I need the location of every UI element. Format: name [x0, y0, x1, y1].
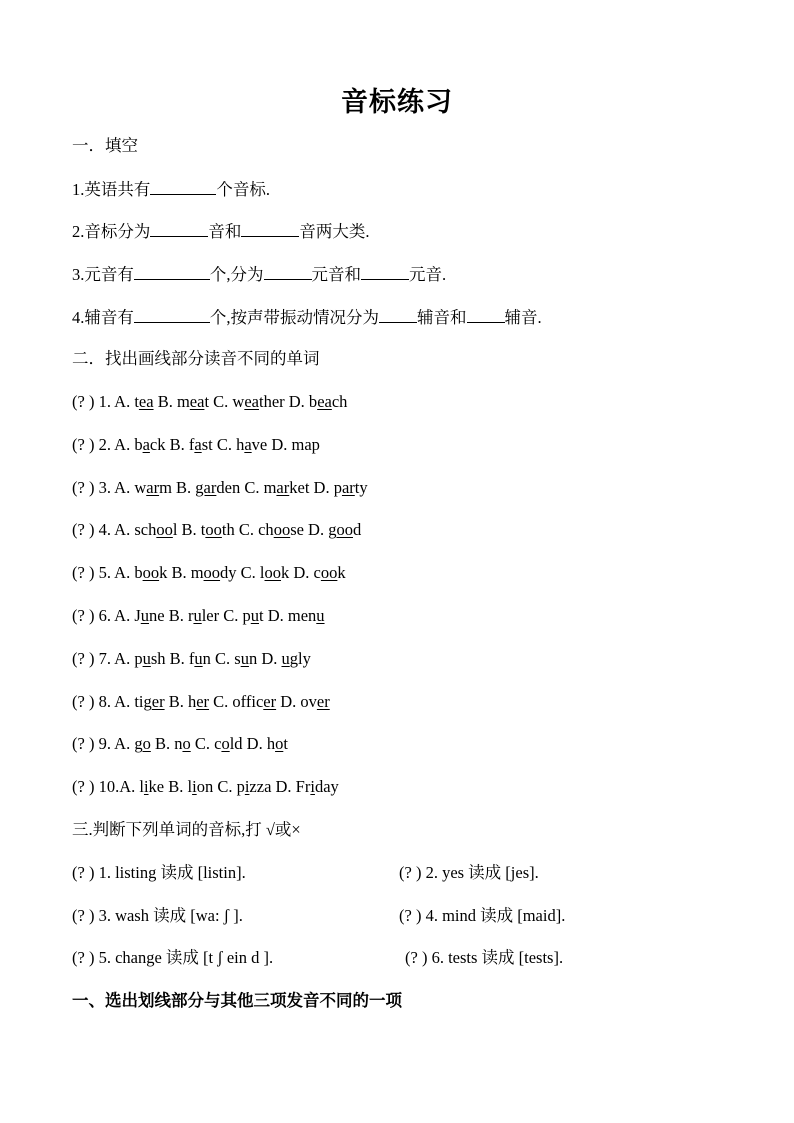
underlined-letters: oo: [320, 563, 338, 583]
question-row-4: [72, 519, 361, 541]
question-row-2: [72, 434, 320, 456]
option-text: ke B. l: [148, 777, 193, 797]
q2-text-a: 2.音标分为: [72, 222, 151, 241]
q3-blank-1: [134, 263, 210, 280]
option-text: ck B. f: [149, 434, 195, 454]
fill-q2: [72, 220, 370, 243]
underlined-letters: ea: [138, 392, 154, 411]
question-row-1: [72, 391, 347, 413]
option-text: ne B. r: [149, 606, 194, 625]
underlined-letters: u: [281, 648, 290, 668]
option-text: A. b: [114, 434, 143, 454]
option-text: ther D. b: [258, 392, 318, 411]
q3-blank-3: [361, 263, 409, 280]
fill-q4: [72, 306, 542, 329]
question-number: (? ) 2.: [72, 434, 115, 454]
judge-row-3-right: (? ) 6. tests 读成 [tests].: [405, 948, 564, 967]
q4-blank-1: [134, 306, 210, 323]
underlined-letters: u: [316, 606, 325, 625]
q2-blank-2: [241, 220, 299, 237]
judge-row-2-right: (? ) 4. mind 读成 [maid].: [399, 906, 566, 925]
section2-heading: 二．找出画线部分读音不同的单词: [72, 349, 320, 368]
underlined-letters: ea: [317, 392, 332, 411]
option-text: B. h: [164, 691, 197, 711]
question-number: (? ) 7.: [72, 648, 115, 668]
option-text: D. ov: [276, 691, 317, 711]
q2-text-c: 音两大类.: [299, 222, 370, 241]
underlined-letters: u: [193, 606, 202, 625]
fill-q1: [72, 178, 270, 201]
option-text: t C. w: [204, 392, 245, 411]
underlined-letters: ar: [276, 477, 290, 497]
option-text: th C. ch: [221, 520, 274, 540]
option-text: st C. h: [201, 434, 245, 454]
option-text: A. p: [114, 648, 143, 668]
question-number: (? ) 4.: [72, 520, 115, 540]
q3-text-c: 元音和: [311, 265, 361, 284]
underlined-letters: o: [182, 734, 191, 754]
option-text: C. offic: [209, 691, 264, 711]
underlined-letters: oo: [142, 563, 160, 583]
question-row-7: [72, 648, 311, 670]
section1-heading: 一．填空: [72, 136, 138, 155]
question-row-8: [72, 691, 330, 713]
option-text: t D. men: [259, 606, 317, 625]
underlined-letters: a: [194, 434, 202, 454]
option-text: A. J: [114, 606, 141, 625]
section3-heading: 三.判断下列单词的音标,打 √或×: [72, 820, 301, 839]
q3-text-a: 3.元音有: [72, 265, 134, 284]
question-number: (? ) 5.: [72, 563, 115, 583]
underlined-letters: ar: [146, 477, 160, 497]
q1-text-b: 个音标.: [216, 180, 270, 199]
option-text: B. m: [153, 392, 190, 411]
question-number: (? ) 8.: [72, 691, 115, 711]
page-title: 音标练习: [341, 87, 453, 117]
underlined-letters: er: [316, 691, 330, 711]
underlined-letters: i: [244, 777, 250, 797]
q4-text-d: 辅音.: [504, 308, 542, 327]
option-text: zza D. Fr: [249, 777, 311, 797]
underlined-letters: oo: [156, 520, 173, 540]
underlined-letters: i: [192, 777, 197, 797]
option-text: k: [337, 563, 346, 583]
underlined-letters: u: [250, 606, 259, 625]
underlined-letters: go: [134, 734, 151, 754]
question-row-3: [72, 477, 368, 499]
underlined-letters: o: [221, 734, 230, 754]
judge-row-1-left: (? ) 1. listing 读成 [listin].: [72, 863, 246, 882]
question-number: (? ) 10.: [72, 777, 120, 797]
option-text: t: [283, 734, 288, 754]
underlined-letters: ea: [244, 392, 259, 411]
q2-text-b: 音和: [208, 222, 242, 241]
option-text: n D.: [248, 648, 282, 668]
option-text: A. w: [114, 477, 147, 497]
judge-row-2-left: (? ) 3. wash 读成 [wa: ʃ ].: [72, 906, 243, 925]
underlined-letters: gar: [195, 477, 217, 497]
underlined-letters: o: [275, 734, 284, 754]
option-text: m B.: [159, 477, 196, 497]
option-text: n C. s: [202, 648, 241, 668]
judge-row-1-right: (? ) 2. yes 读成 [jes].: [399, 863, 539, 882]
underlined-letters: i: [143, 777, 149, 797]
option-text: den C. m: [216, 477, 277, 497]
underlined-letters: oo: [203, 563, 221, 583]
option-text: day: [314, 777, 339, 797]
question-number: (? ) 1.: [72, 392, 115, 411]
option-text: A. b: [114, 563, 143, 583]
option-text: k B. m: [159, 563, 204, 583]
option-text: A. tig: [114, 691, 152, 711]
question-number: (? ) 6.: [72, 606, 115, 625]
question-row-6: [72, 605, 325, 627]
q4-text-c: 辅音和: [417, 308, 467, 327]
q3-blank-2: [264, 263, 312, 280]
q4-text-b: 个,按声带振动情况分为: [209, 308, 379, 327]
option-text: k D. c: [281, 563, 321, 583]
q4-text-a: 4.辅音有: [72, 308, 134, 327]
option-text: A.: [114, 734, 135, 754]
q2-blank-1: [150, 220, 208, 237]
underlined-letters: er: [196, 691, 210, 711]
option-text: l B. t: [172, 520, 206, 540]
underlined-letters: ar: [341, 477, 355, 497]
question-row-9: [72, 733, 288, 755]
underlined-letters: i: [310, 777, 315, 797]
option-text: ty: [354, 477, 368, 497]
option-text: ket D. p: [289, 477, 342, 497]
underlined-letters: a: [142, 434, 150, 454]
underlined-letters: u: [140, 606, 149, 625]
option-text: sh B. f: [150, 648, 195, 668]
underlined-letters: oo: [273, 520, 291, 540]
option-text: dy C. l: [220, 563, 265, 583]
underlined-letters: er: [263, 691, 277, 711]
underlined-letters: oo: [336, 520, 353, 540]
option-text: A. sch: [114, 520, 157, 540]
question-row-10: [72, 776, 339, 798]
underlined-letters: u: [240, 648, 249, 668]
option-text: gly: [289, 648, 311, 668]
option-text: ler C. p: [201, 606, 251, 625]
q3-text-d: 元音.: [409, 265, 447, 284]
underlined-letters: a: [244, 434, 252, 454]
judge-row-3-left: (? ) 5. change 读成 [t ʃ ein d ].: [72, 948, 274, 967]
option-text: ch: [331, 392, 348, 411]
underlined-letters: oo: [205, 520, 222, 540]
fill-q3: [72, 263, 446, 286]
option-text: ve D. map: [251, 434, 320, 454]
q1-text-a: 1.英语共有: [72, 180, 151, 199]
underlined-letters: ea: [189, 392, 205, 411]
option-text: d: [352, 520, 362, 540]
q4-blank-3: [467, 306, 505, 323]
option-text: A. l: [119, 777, 144, 797]
option-text: se D. g: [290, 520, 337, 540]
option-text: C. c: [190, 734, 222, 754]
question-row-5: [72, 562, 346, 584]
option-text: B. n: [150, 734, 183, 754]
question-number: (? ) 9.: [72, 734, 115, 754]
q3-text-b: 个,分为: [209, 265, 264, 284]
option-text: A. t: [114, 392, 139, 411]
option-text: ld D. h: [229, 734, 276, 754]
underlined-letters: u: [142, 648, 151, 668]
question-number: (? ) 3.: [72, 477, 115, 497]
section4-heading: 一、选出划线部分与其他三项发音不同的一项: [72, 991, 402, 1010]
underlined-letters: u: [194, 648, 203, 668]
q4-blank-2: [379, 306, 417, 323]
option-text: on C. p: [196, 777, 245, 797]
q1-blank-1: [150, 178, 216, 195]
underlined-letters: er: [151, 691, 165, 711]
underlined-letters: oo: [264, 563, 282, 583]
